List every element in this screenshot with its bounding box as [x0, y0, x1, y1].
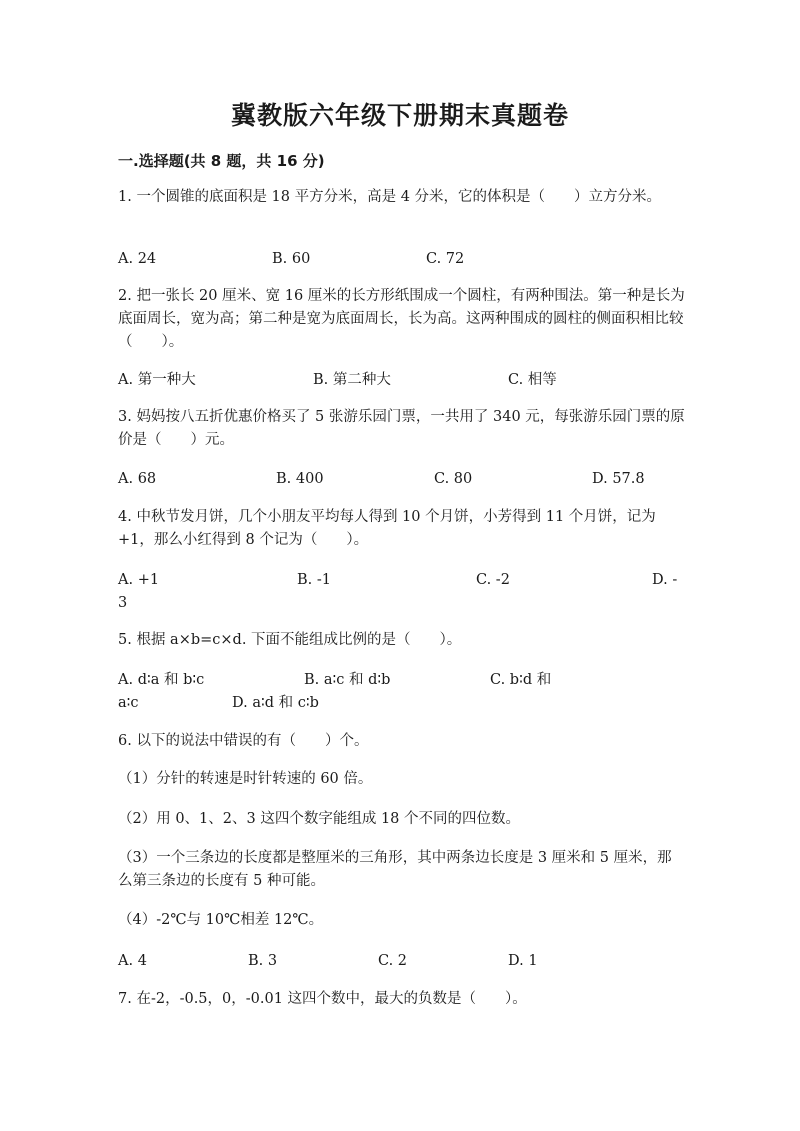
question-3-option-c: C. 80	[434, 471, 473, 487]
question-4-option-d: D. -	[652, 572, 678, 588]
question-6-option-d: D. 1	[508, 953, 538, 969]
question-6-option-c: C. 2	[378, 953, 408, 969]
question-4-option-d-continued: 3	[118, 595, 128, 611]
section-heading: 一.选择题(共 8 题，共 16 分)	[118, 152, 325, 170]
question-4-option-a: A. +1	[118, 572, 160, 588]
question-6-statement-4: （4）-2℃与 10℃相差 12℃。	[118, 912, 324, 928]
question-3-option-d: D. 57.8	[592, 471, 645, 487]
question-1-option-b: B. 60	[272, 251, 311, 267]
question-4-option-c: C. -2	[476, 572, 510, 588]
question-4-option-b: B. -1	[297, 572, 331, 588]
question-5-stem: 5. 根据 a×b=c×d. 下面不能组成比例的是（ ）。	[118, 632, 462, 648]
question-6-option-b: B. 3	[248, 953, 278, 969]
question-5-option-d: D. a∶d 和 c∶b	[232, 695, 319, 711]
question-5-option-c-continued: a∶c	[118, 695, 139, 711]
question-6-statement-3: （3）一个三条边的长度都是整厘米的三角形，其中两条边长度是 3 厘米和 5 厘米，那么第三条边的长度有 5 种可能。	[118, 850, 672, 889]
question-1-option-a: A. 24	[118, 251, 157, 267]
question-2-option-a: A. 第一种大	[118, 372, 196, 388]
question-3-option-b: B. 400	[276, 471, 324, 487]
question-5-option-b: B. a∶c 和 d∶b	[304, 672, 391, 688]
question-1-option-c: C. 72	[426, 251, 465, 267]
question-6-stem: 6. 以下的说法中错误的有（ ）个。	[118, 733, 369, 749]
question-6-statement-1: （1）分针的转速是时针转速的 60 倍。	[118, 771, 373, 787]
page-title: 冀教版六年级下册期末真题卷	[230, 101, 569, 130]
question-2-option-b: B. 第二种大	[313, 372, 391, 388]
question-1-stem: 1. 一个圆锥的底面积是 18 平方分米，高是 4 分米，它的体积是（ ）立方分米。	[118, 189, 662, 205]
question-6-option-a: A. 4	[118, 953, 147, 969]
question-2-stem: 2. 把一张长 20 厘米、宽 16 厘米的长方形纸围成一个圆柱，有两种围法。第一种是长为底面周长，宽为高；第二种是宽为底面周长，长为高。这两种围成的圆柱的侧面积相比较（ ）。	[118, 288, 685, 350]
question-3-stem: 3. 妈妈按八五折优惠价格买了 5 张游乐园门票，一共用了 340 元，每张游乐园门票的原价是（ ）元。	[118, 409, 685, 448]
question-7-stem: 7. 在-2，-0.5，0，-0.01 这四个数中，最大的负数是（ ）。	[118, 991, 527, 1007]
question-6-statement-2: （2）用 0、1、2、3 这四个数字能组成 18 个不同的四位数。	[118, 811, 521, 827]
question-2-option-c: C. 相等	[508, 372, 557, 388]
question-4-stem: 4. 中秋节发月饼，几个小朋友平均每人得到 10 个月饼，小芳得到 11 个月饼，记为+1，那么小红得到 8 个记为（ ）。	[118, 509, 656, 548]
question-5-option-a: A. d∶a 和 b∶c	[118, 672, 205, 688]
question-5-option-c: C. b∶d 和	[490, 672, 552, 688]
question-3-option-a: A. 68	[118, 471, 157, 487]
